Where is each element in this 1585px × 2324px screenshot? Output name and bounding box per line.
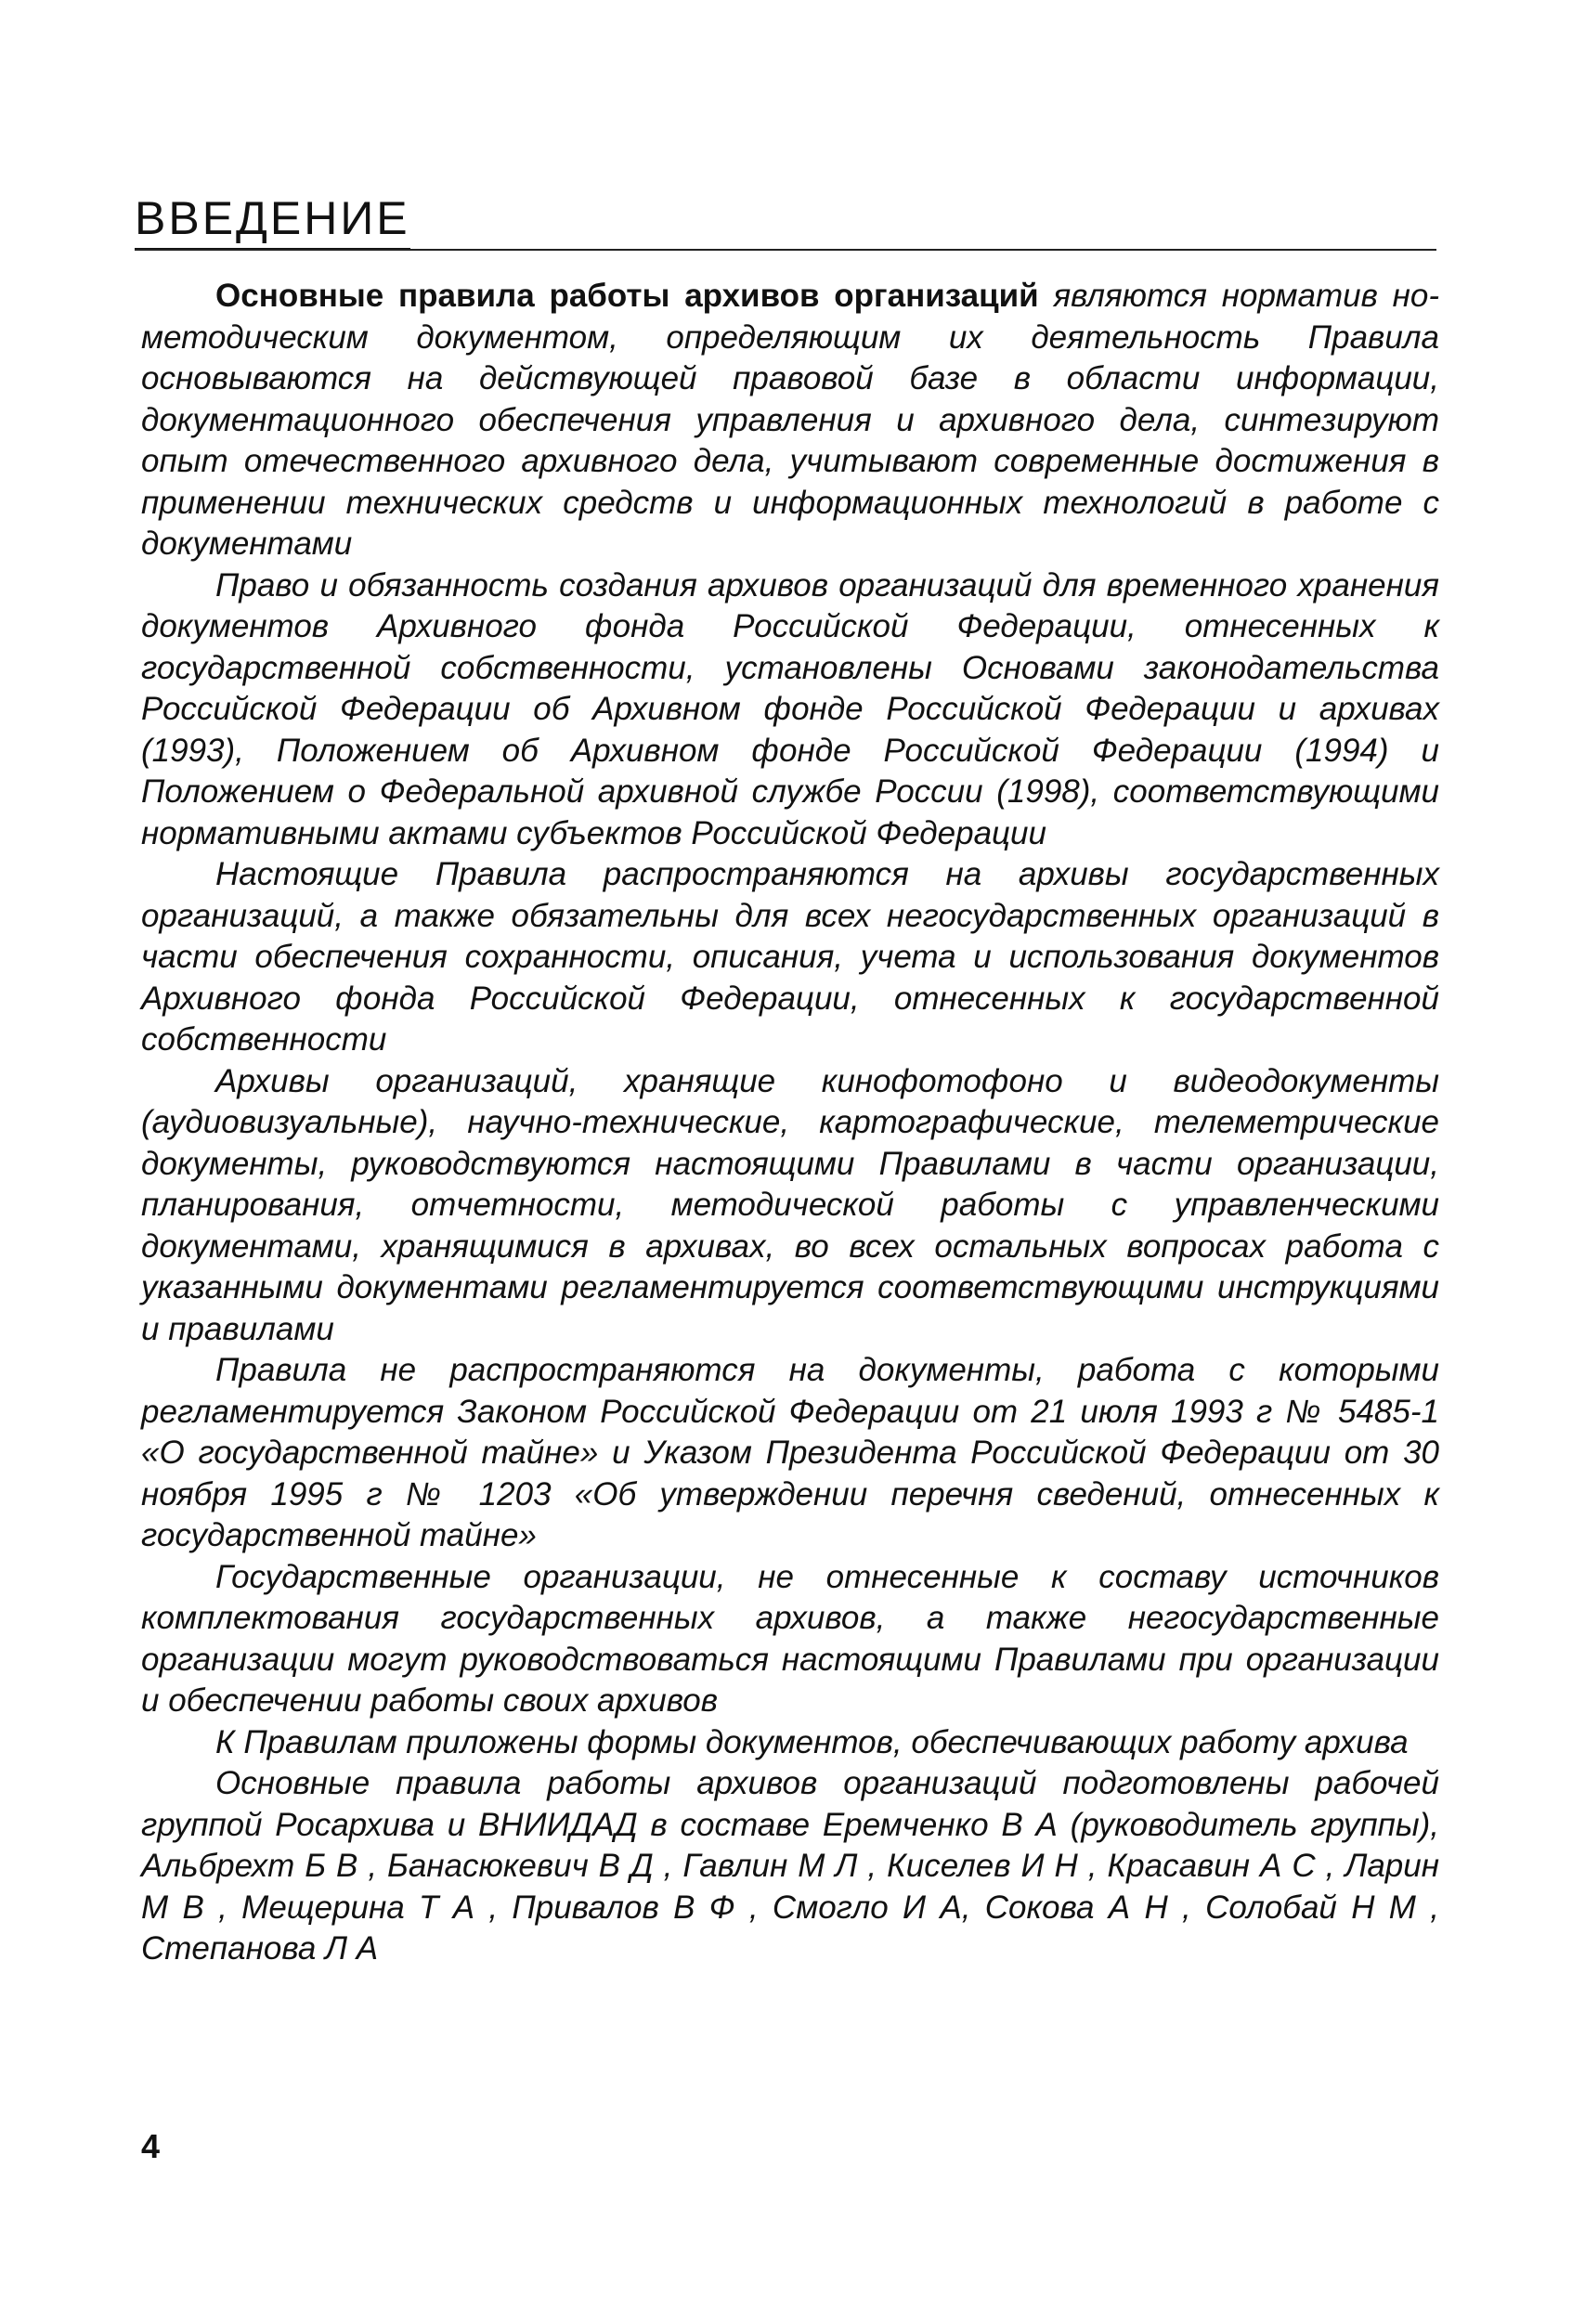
paragraph-6: Государственные организации, не отнесенные к составу источников комплектования государственных архивов, а также негосударственные организации могут руководствоваться настоящими Правилами при организации и обеспечении работы своих архивов (141, 1558, 1439, 1719)
paragraph-2: Право и обязанность создания архивов организаций для временного хранения документов Архивного фонда Российской Федерации, отнесенных к государственной собственности, установлены Основами законодательства Российской Федерации об Архивном фонде Российской Федерации и архивах (1993), Положением об Архивном фонде Российской Федерации (1994) и Положением о Федеральной архивной службе России (1998), соответствующими нормативными актами субъектов Российской Федерации (141, 566, 1439, 851)
paragraph-8: Основные правила работы архивов организаций подготовлены рабочей группой Росархива и ВНИИДАД в составе Еремченко В А (руководитель группы), Альбрехт Б В , Банасюкевич В Д , Гавлин М Л , Киселев И Н , Красавин А С , Ларин М В , Мещерина Т А , Привалов В Ф , Смогло И А, Сокова А Н , Солобай Н М , Степанова Л А (141, 1765, 1439, 1967)
paragraph-text: являются норматив но-методическим документом, определяющим их деятельность Правила основываются на действующей правовой базе в области информации, документационного обеспечения управления и архивного дела, синтезируют опыт отечественного архивного дела, учитывают современные достижения в применении технических средств и информационных технологий в работе с документами (141, 278, 1439, 562)
page-number: 4 (141, 2127, 161, 2165)
paragraph-5: Правила не распространяются на документы, работа с которыми регламентируется Законом Российской Федерации от 21 июля 1993 г № 5485-1 «О государственной тайне» и Указом Президента Российской Федерации от 30 ноября 1995 г № 1203 «Об утверждении перечня сведений, отнесенных к государственной тайне» (141, 1352, 1439, 1553)
heading-rule (135, 249, 1436, 251)
paragraph-3: Настоящие Правила распространяются на архивы государственных организаций, а также обязательны для всех негосударственных организаций в части обеспечения сохранности, описания, учета и использования документов Архивного фонда Российской Федерации, отнесенных к государственной собственности (141, 856, 1439, 1058)
paragraph-4: Архивы организаций, хранящие кинофотофоно и видеодокументы (аудиовизуальные), научно-технические, картографические, телеметрические документы, руководствуются настоящими Правилами в части организации, планирования, отчетности, методической работы с управленческими документами, хранящимися в архивах, во всех остальных вопросах работа с указанными документами регламентируется соответствующими инструкциями и правилами (141, 1062, 1439, 1347)
paragraph-7: К Правилам приложены формы документов, обеспечивающих работу архива (215, 1723, 1409, 1760)
paragraph-1 (141, 276, 1439, 565)
page-heading: ВВЕДЕНИЕ (135, 190, 410, 251)
heading-block (135, 190, 1436, 255)
body-text (141, 276, 1439, 1970)
paragraph-lead-bold: Основные правила работы архивов организаций (215, 278, 1039, 314)
